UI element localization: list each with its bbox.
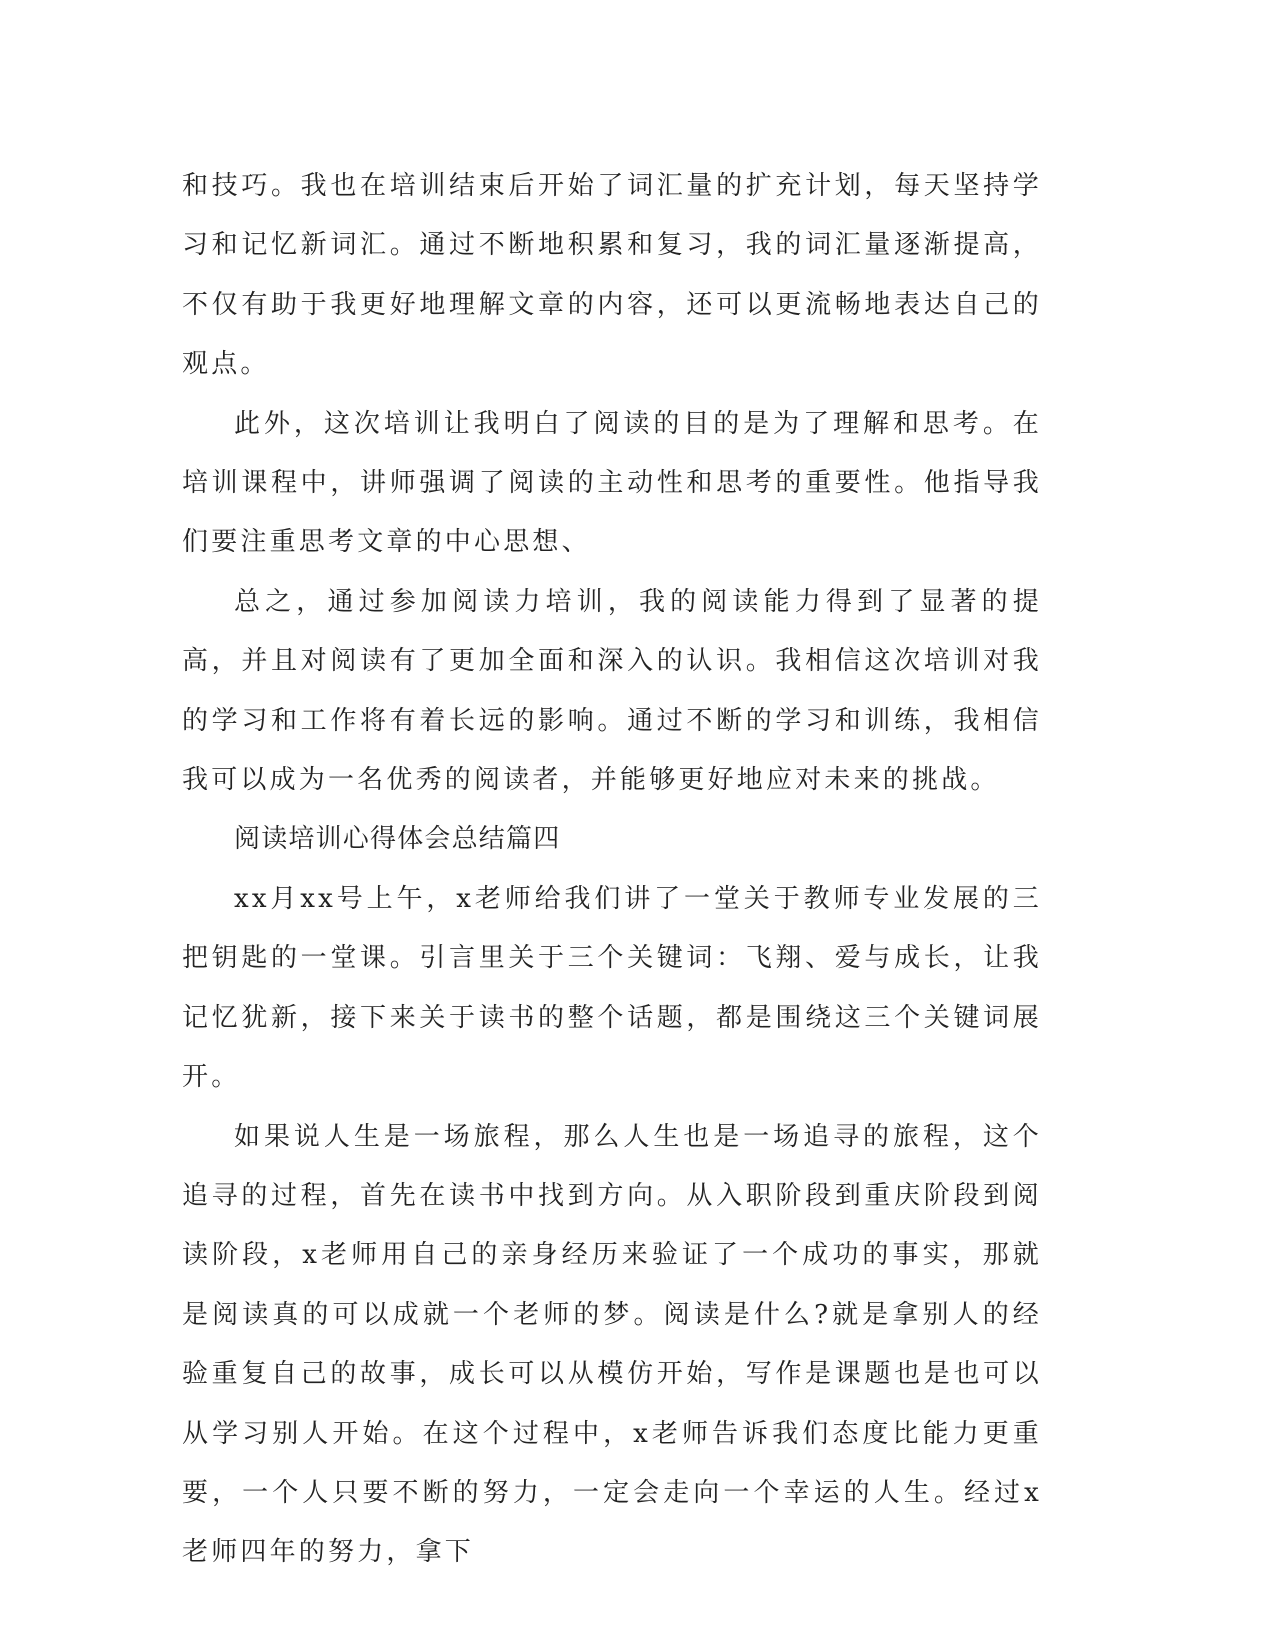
paragraph-conclusion: 总之，通过参加阅读力培训，我的阅读能力得到了显著的提高，并且对阅读有了更加全面和深入的认识。我相信这次培训对我的学习和工作将有着长远的影响。通过不断的学习和训练，我相信我可以成为一名优秀的阅读者，并能够更好地应对未来的挑战。 [182, 586, 1042, 796]
paragraph-lecture-intro: xx月xx号上午，x老师给我们讲了一堂关于教师专业发展的三把钥匙的一堂课。引言里关于三个关键词：飞翔、爱与成长，让我记忆犹新，接下来关于读书的整个话题，都是围绕这三个关键词展开。 [182, 883, 1042, 1093]
paragraph-continuation: 和技巧。我也在培训结束后开始了词汇量的扩充计划，每天坚持学习和记忆新词汇。通过不断地积累和复习，我的词汇量逐渐提高，不仅有助于我更好地理解文章的内容，还可以更流畅地表达自己的观点。 [182, 171, 1042, 380]
paragraph-life-journey: 如果说人生是一场旅程，那么人生也是一场追寻的旅程，这个追寻的过程，首先在读书中找到方向。从入职阶段到重庆阶段到阅读阶段，x老师用自己的亲身经历来验证了一个成功的事实，那就是阅读真的可以成就一个老师的梦。阅读是什么?就是拿别人的经验重复自己的故事，成长可以从模仿开始，写作是课题也是也可以从学习别人开始。在这个过程中，x老师告诉我们态度比能力更重要，一个人只要不断的努力，一定会走向一个幸运的人生。经过x老师四年的努力，拿下 [182, 1121, 1042, 1568]
section-heading: 阅读培训心得体会总结篇四 [234, 824, 561, 855]
document-body [182, 157, 1042, 1583]
paragraph-reading-purpose: 此外，这次培训让我明白了阅读的目的是为了理解和思考。在培训课程中，讲师强调了阅读的主动性和思考的重要性。他指导我们要注重思考文章的中心思想、 [182, 408, 1042, 558]
